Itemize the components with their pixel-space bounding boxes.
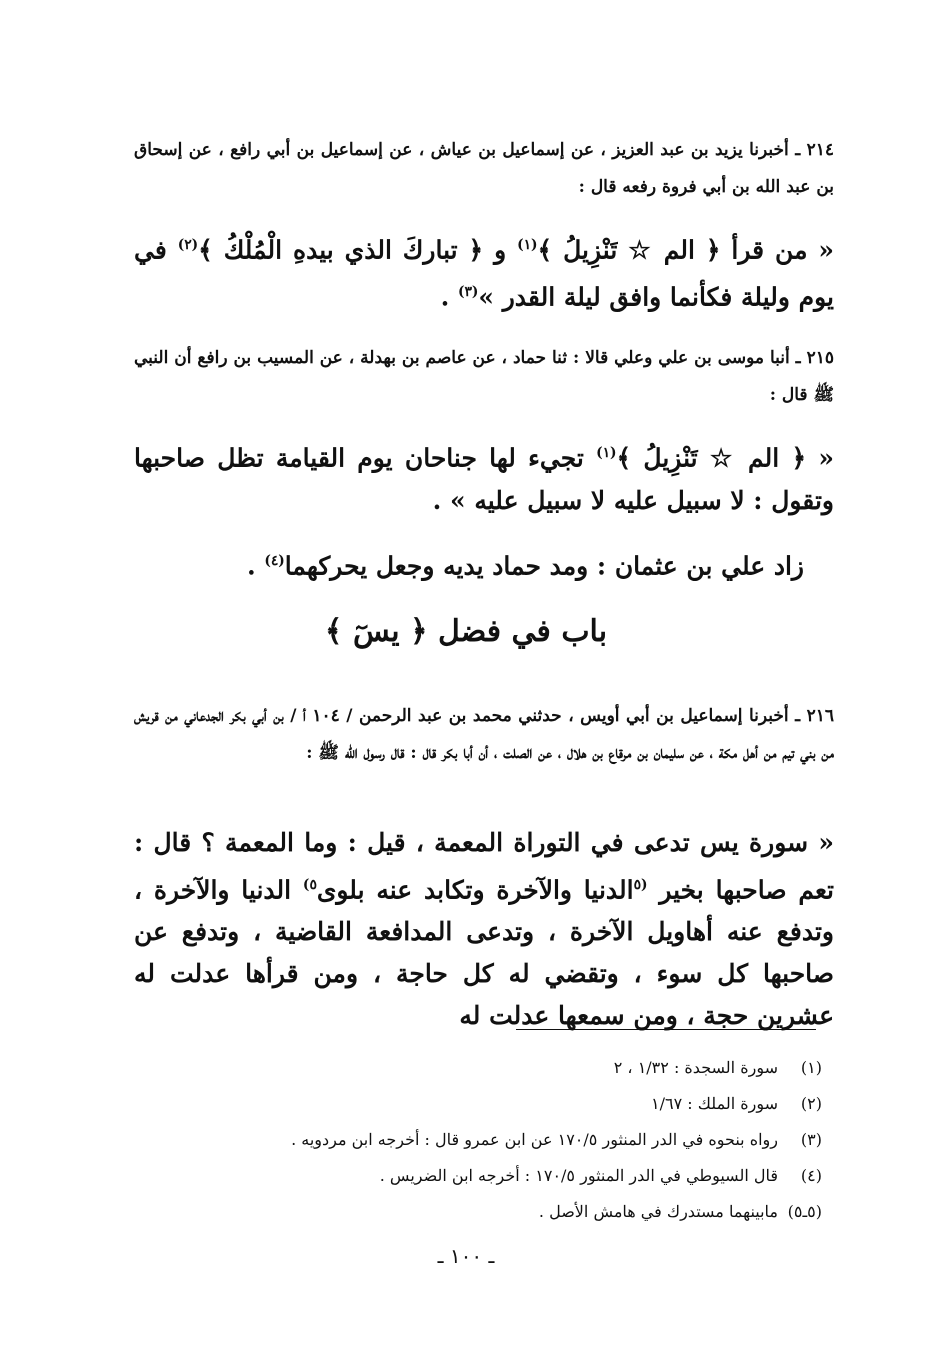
hadith-216-text-part-1: « سورة يس تدعى في التوراة المعمة ، قيل : وما المعمة ؟ قال : تعم صاحبها بخير — [134, 828, 835, 905]
footnote-separator — [516, 1029, 816, 1030]
footnotes — [202, 1050, 822, 1230]
footnote-ref-1: (١) — [596, 445, 617, 461]
hadith-215-narration: ٢١٥ ـ أنبا موسى بن علي وعلي قالا : ثنا حماد ، عن عاصم بن بهدلة ، عن المسيب بن رافع أن النبي ﷺ قال : — [134, 348, 834, 405]
footnote-3 — [202, 1122, 822, 1158]
footnote-text: مابينهما مستدرك في هامش الأصل . — [538, 1202, 778, 1221]
footnote-ref-4: (٤) — [264, 553, 285, 569]
footnote-number: (١) — [800, 1058, 822, 1077]
hadith-215-text-part-1: « ﴿ الم ☆ تَنْزِيلُ ﴾ — [616, 443, 834, 473]
hadith-215-addition — [134, 540, 834, 587]
hadith-215-addition-text: زاد علي بن عثمان : ومد حماد يديه وجعل يحركهما — [284, 551, 804, 581]
footnote-5 — [202, 1194, 822, 1230]
hadith-214-text-part-2: و ﴿ تباركَ الذي بيدهِ الْمُلْكُ ﴾ — [198, 235, 518, 265]
footnote-number: (٤) — [800, 1166, 822, 1185]
footnote-4 — [202, 1158, 822, 1194]
footnote-text: سورة الملك : ١/٦٧ — [651, 1094, 778, 1113]
footnote-ref-5-close: ٥) — [302, 877, 317, 893]
hadith-214-text-part-3: في يوم وليلة فكأنما وافق ليلة القدر » — [134, 235, 834, 312]
page-number: ـ ١٠٠ ـ — [437, 1244, 495, 1268]
hadith-214-text-part-1: « من قرأ ﴿ الم ☆ تَنْزِيلُ ﴾ — [537, 235, 835, 265]
chapter-heading: باب في فضل ﴿ يسٓ ﴾ — [324, 614, 608, 649]
hadith-214-text-part-4: . — [440, 282, 458, 312]
hadith-216-text — [134, 822, 834, 1037]
hadith-215-addition-end: . — [246, 551, 265, 581]
footnote-number: (٥ـ٥) — [787, 1202, 822, 1221]
hadith-216-text-part-2: الدنيا والآخرة وتكابد عنه بلوى — [316, 875, 634, 905]
footnote-ref-5-open: (٥ — [633, 877, 648, 893]
footnote-ref-3: (٣) — [457, 284, 479, 301]
hadith-215-text-part-2: تجيء لها جناحان يوم القيامة تظل صاحبها وتقول : لا سبيل عليه لا سبيل عليه » . — [134, 443, 834, 516]
footnote-text: سورة السجدة : ١/٣٢ ، ٢ — [613, 1058, 778, 1077]
footnote-number: (٣) — [800, 1130, 822, 1149]
footnote-number: (٢) — [800, 1094, 822, 1113]
hadith-216-text-part-3: الدنيا والآخرة ، وتدفع عنه أهاويل الآخرة ، وتدعى المدافعة القاضية ، وتدفع عن صاحبها كل سوء ، وتقضي له كل حاجة ، ومن قرأها عدلت له عشرين حجة ، ومن سمعها عدلت له — [134, 875, 834, 1031]
footnote-ref-1: (١) — [517, 237, 538, 253]
footnote-2 — [202, 1086, 822, 1122]
footnote-text: رواه بنحوه في الدر المنثور ١٧٠/٥ عن ابن عمرو قال : أخرجه ابن مردويه . — [291, 1130, 778, 1149]
hadith-214-narration: ٢١٤ ـ أخبرنا يزيد بن عبد العزيز ، عن إسماعيل بن عياش ، عن إسماعيل بن أبي رافع ، عن إسحاق بن عبد الله بن أبي فروة رفعه قال : — [134, 140, 834, 197]
footnote-1 — [202, 1050, 822, 1086]
footnote-text: قال السيوطي في الدر المنثور ١٧٠/٥ : أخرجه ابن الضريس . — [379, 1166, 778, 1185]
hadith-215-text — [134, 432, 834, 522]
footnote-ref-2: (٢) — [177, 237, 199, 253]
hadith-216-narration: ٢١٦ ـ أخبرنا إسماعيل بن أبي أويس ، حدثني محمد بن عبد الرحمن / ١٠٤ أ / بن أبي بكر الجدعاني من قريش من بني تيم من أهل مكة ، عن سليمان بن مرقاع بن هلال ، عن الصلت ، أن أبا بكر قال : قال رسول الله ﷺ : — [134, 706, 834, 763]
hadith-214-text — [134, 224, 834, 319]
